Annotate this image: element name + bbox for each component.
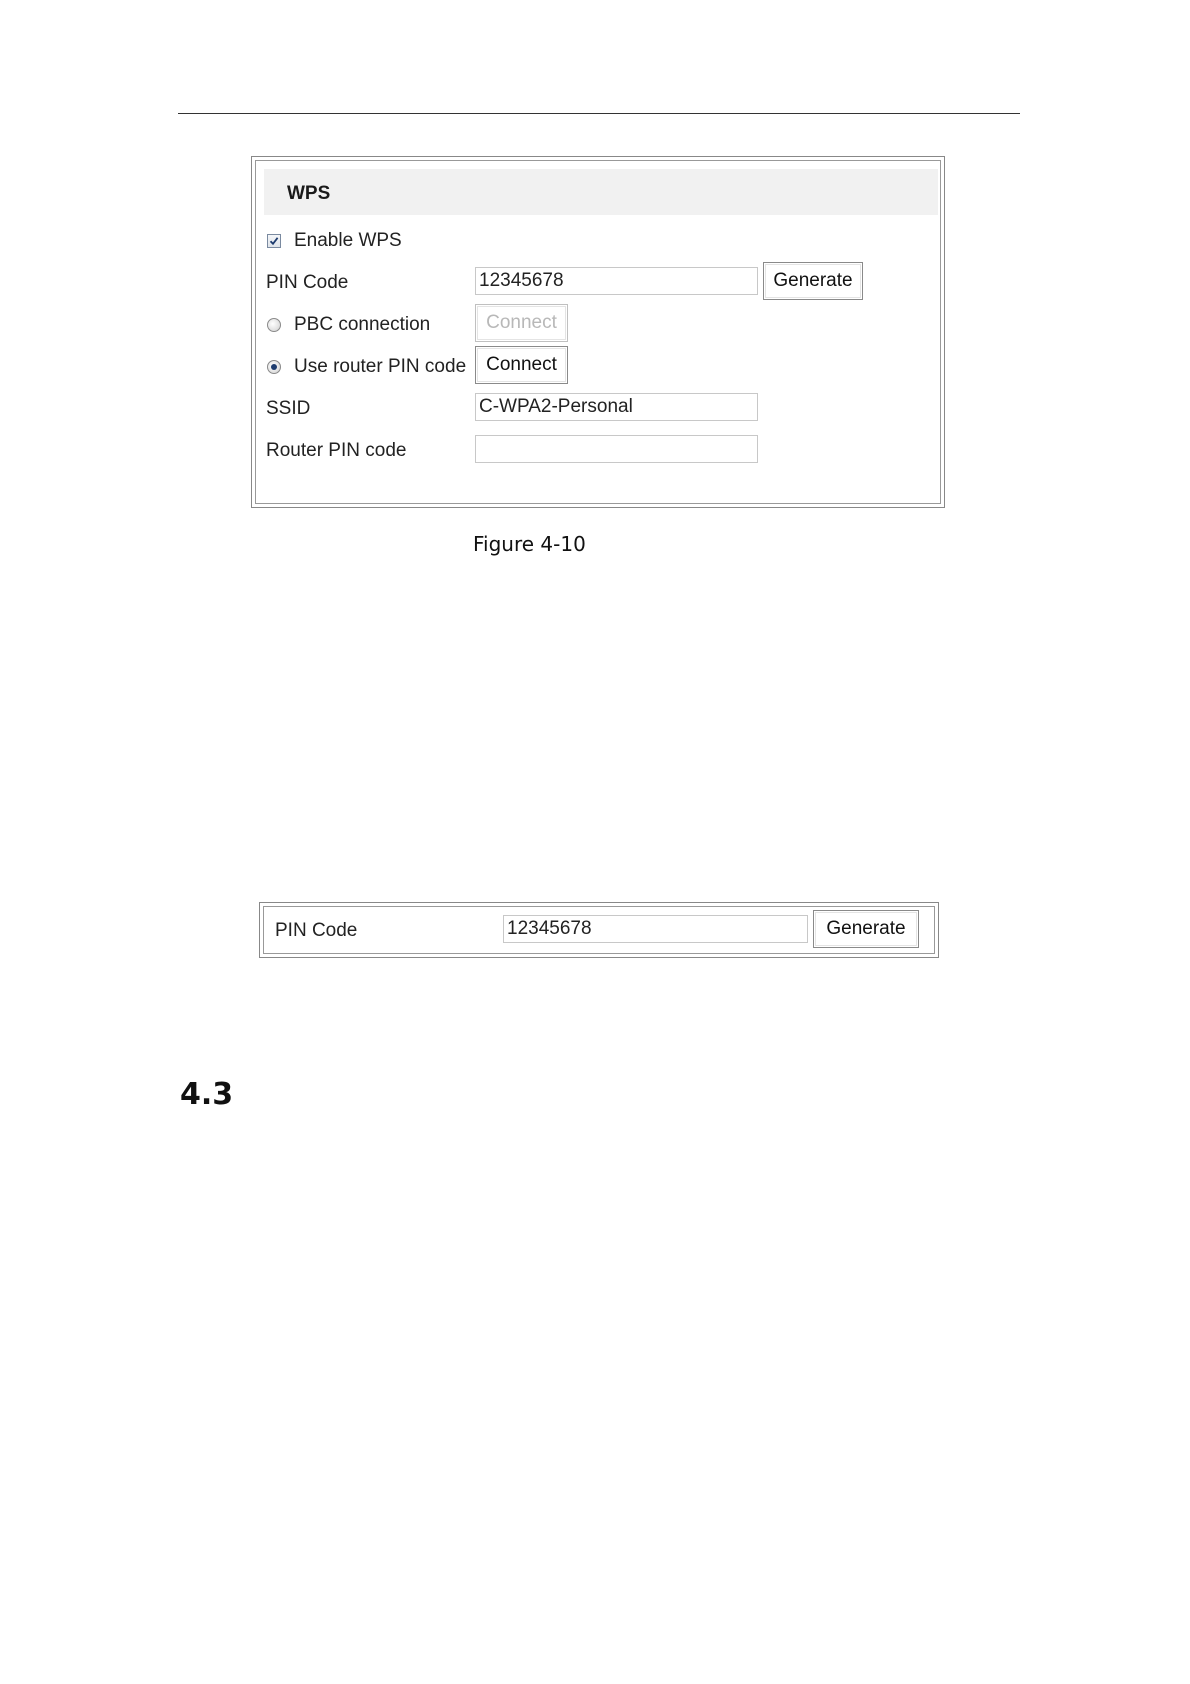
radio-dot-icon: [271, 364, 277, 370]
generate-button[interactable]: Generate: [763, 262, 863, 300]
pbc-connection-label: PBC connection: [294, 314, 431, 335]
pin-panel-generate-button[interactable]: Generate: [813, 910, 919, 948]
use-router-pin-row: [252, 345, 944, 385]
enable-wps-row: [252, 219, 944, 259]
pin-code-row: [252, 261, 944, 301]
ssid-field[interactable]: C-WPA2-Personal: [475, 393, 758, 421]
pin-panel-label: PIN Code: [275, 920, 358, 941]
header-rule: [178, 113, 1020, 114]
router-pin-code-field[interactable]: [475, 435, 758, 463]
section-number: 4.3: [180, 1077, 234, 1112]
pbc-connection-row: [252, 303, 944, 343]
router-pin-code-row: [252, 429, 944, 469]
wps-panel-title: WPS: [287, 183, 331, 204]
router-pin-connect-button[interactable]: Connect: [475, 346, 568, 384]
pin-panel-field[interactable]: 12345678: [503, 915, 808, 943]
wps-settings-panel: [251, 156, 945, 508]
use-router-pin-radio[interactable]: [267, 360, 281, 374]
checkmark-icon: [269, 236, 279, 246]
pin-code-label: PIN Code: [266, 272, 349, 293]
router-pin-code-label: Router PIN code: [266, 440, 407, 461]
pin-code-panel: [259, 902, 939, 958]
ssid-row: [252, 387, 944, 427]
pin-code-field[interactable]: 12345678: [475, 267, 758, 295]
use-router-pin-label: Use router PIN code: [294, 356, 467, 377]
pbc-connect-button[interactable]: Connect: [475, 304, 568, 342]
enable-wps-checkbox[interactable]: [267, 234, 281, 248]
ssid-label: SSID: [266, 398, 311, 419]
wps-panel-header: [264, 169, 938, 215]
figure-caption: Figure 4-10: [473, 532, 586, 556]
pbc-connection-radio[interactable]: [267, 318, 281, 332]
enable-wps-label: Enable WPS: [294, 230, 402, 251]
